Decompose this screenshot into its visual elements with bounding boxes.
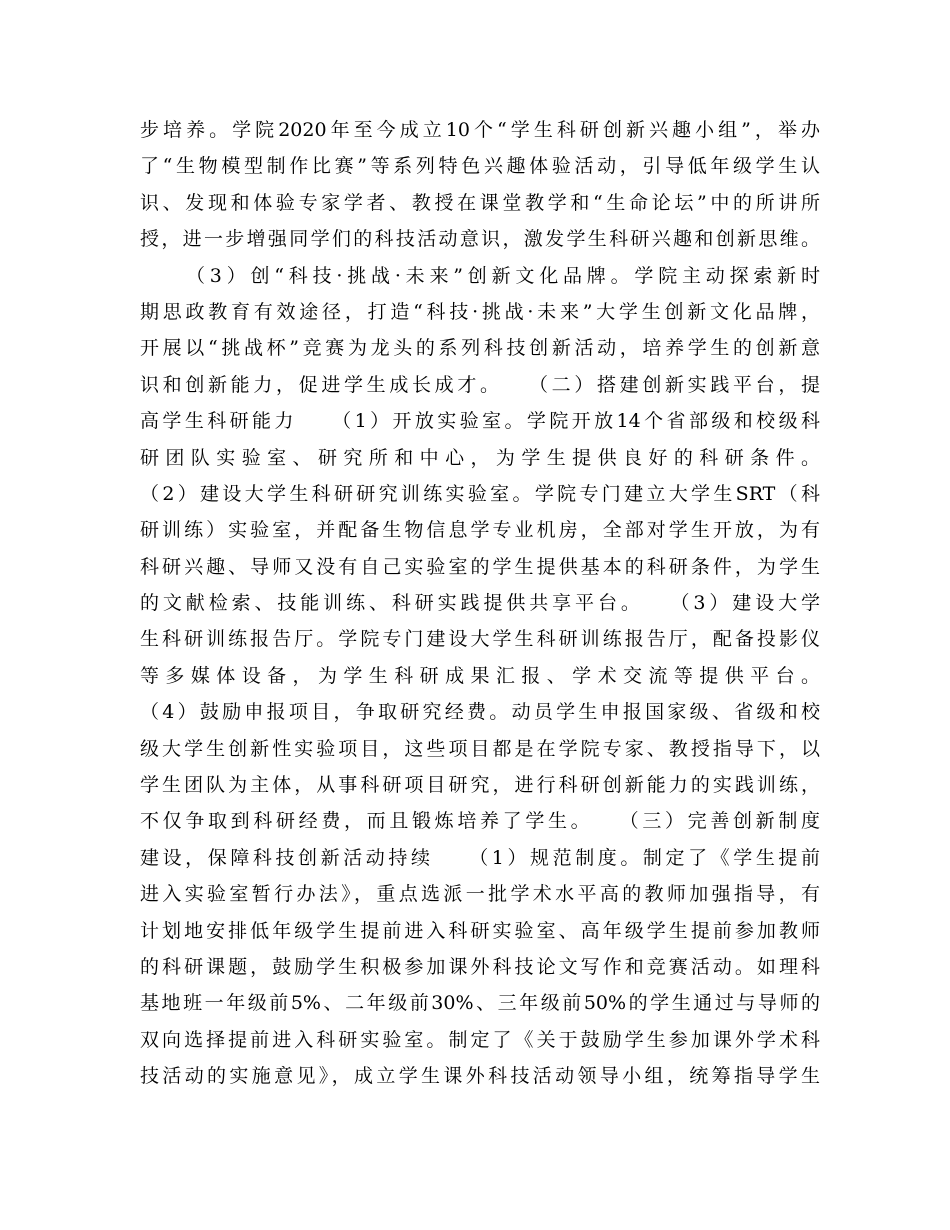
text-line: 研团队实验室、研究所和中心，为学生提供良好的科研条件。 xyxy=(140,446,820,469)
text-line: 了“生物模型制作比赛”等系列特色兴趣体验活动，引导低年级学生认 xyxy=(140,155,820,178)
text-line: 不仅争取到科研经费，而且锻炼培养了学生。 （三）完善创新制度 xyxy=(140,810,820,833)
text-line: 研训练）实验室，并配备生物信息学专业机房，全部对学生开放，为有 xyxy=(140,519,820,542)
text-line: 识和创新能力，促进学生成长成才。 （二）搭建创新实践平台，提 xyxy=(140,373,820,396)
text-line: 生科研训练报告厅。学院专门建设大学生科研训练报告厅，配备投影仪 xyxy=(140,628,820,651)
text-line: （3）创“科技·挑战·未来”创新文化品牌。学院主动探索新时 xyxy=(186,264,820,287)
text-line: 的科研课题，鼓励学生积极参加课外科技论文写作和竞赛活动。如理科 xyxy=(140,955,820,978)
text-line: 双向选择提前进入科研实验室。制定了《关于鼓励学生参加课外学术科 xyxy=(140,1028,820,1051)
text-line: 计划地安排低年级学生提前进入科研实验室、高年级学生提前参加教师 xyxy=(140,919,820,942)
text-line: 进入实验室暂行办法》，重点选派一批学术水平高的教师加强指导，有 xyxy=(140,883,820,906)
text-line: 授，进一步增强同学们的科技活动意识，激发学生科研兴趣和创新思维。 xyxy=(140,228,820,251)
text-line: 基地班一年级前5%、二年级前30%、三年级前50%的学生通过与导师的 xyxy=(140,992,820,1015)
text-line: 建设，保障科技创新活动持续 （1）规范制度。制定了《学生提前 xyxy=(140,846,820,869)
text-line: 高学生科研能力 （1）开放实验室。学院开放14个省部级和校级科 xyxy=(140,410,820,433)
text-line: 步培养。学院2020年至今成立10个“学生科研创新兴趣小组”，举办 xyxy=(140,119,820,141)
text-line: 等多媒体设备，为学生科研成果汇报、学术交流等提供平台。 xyxy=(140,664,820,687)
text-line: （4）鼓励申报项目，争取研究经费。动员学生申报国家级、省级和校 xyxy=(140,701,820,724)
text-line: 学生团队为主体，从事科研项目研究，进行科研创新能力的实践训练， xyxy=(140,774,820,797)
text-line: （2）建设大学生科研研究训练实验室。学院专门建立大学生SRT（科 xyxy=(140,482,820,505)
text-line: 科研兴趣、导师又没有自己实验室的学生提供基本的科研条件，为学生 xyxy=(140,555,820,578)
text-line: 技活动的实施意见》，成立学生课外科技活动领导小组，统筹指导学生 xyxy=(140,1065,820,1088)
text-line: 识、发现和体验专家学者、教授在课堂教学和“生命论坛”中的所讲所 xyxy=(140,191,820,214)
text-line: 的文献检索、技能训练、科研实践提供共享平台。 （3）建设大学 xyxy=(140,592,820,615)
body-text xyxy=(140,112,820,1095)
text-line: 级大学生创新性实验项目，这些项目都是在学院专家、教授指导下，以 xyxy=(140,737,820,760)
text-line: 开展以“挑战杯”竞赛为龙头的系列科技创新活动，培养学生的创新意 xyxy=(140,337,820,360)
text-line: 期思政教育有效途径，打造“科技·挑战·未来”大学生创新文化品牌， xyxy=(140,300,820,323)
